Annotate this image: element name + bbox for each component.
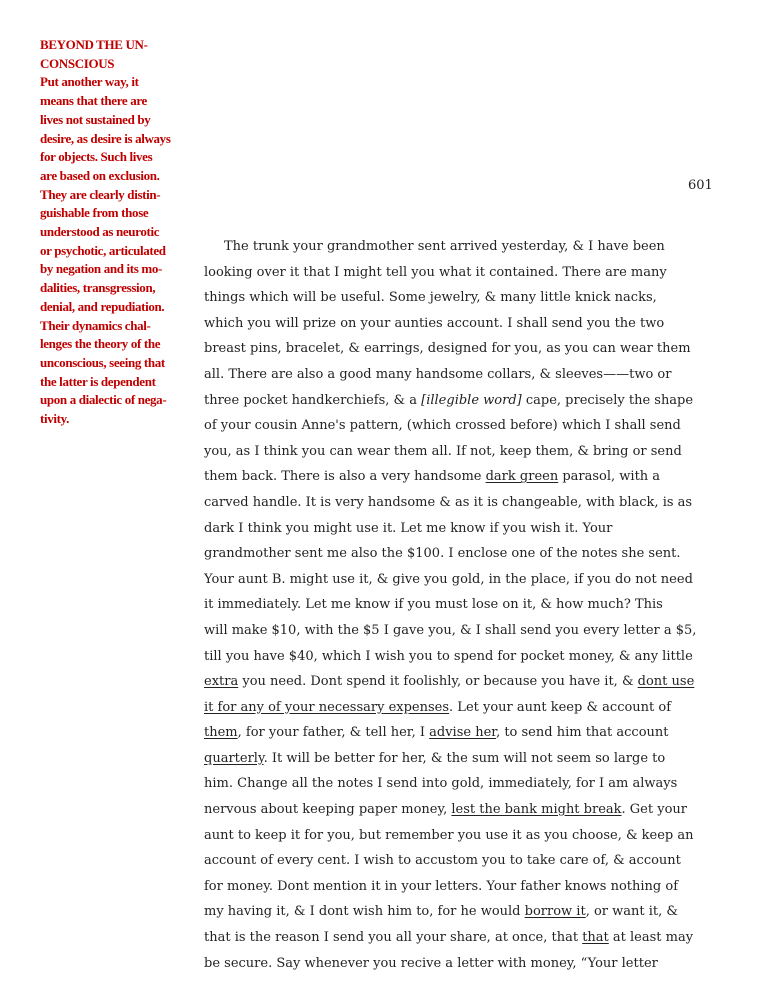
letter-text: my having it, & I dont wish him to, for he would (204, 904, 525, 920)
margin-note-line: guishable from those (40, 205, 149, 221)
letter-line: which you will prize on your aunties account. I shall send you the two (204, 315, 665, 331)
letter-line (204, 695, 744, 721)
letter-line: looking over it that I might tell you what it contained. There are many (204, 264, 667, 280)
letter-text: parasol, with a (558, 469, 661, 485)
letter-line: it immediately. Let me know if you must lose on it, & how much? This (204, 597, 663, 613)
underlined-text: dont use (637, 674, 695, 690)
letter-line (204, 388, 744, 414)
letter-text: . It will be better for her, & the sum will not seem so large to (263, 750, 666, 766)
margin-note-line: are based on exclusion. (40, 167, 160, 183)
margin-note-heading: CONSCIOUS (40, 55, 115, 71)
letter-line: till you have $40, which I wish you to spend for pocket money, & any little (204, 648, 693, 664)
letter-line (204, 925, 744, 951)
letter-text: cape, precisely the shape (521, 392, 694, 408)
letter-line: all. There are also a good many handsome collars, & sleeves——two or (204, 366, 672, 382)
letter-line: Your aunt B. might use it, & give you gold, in the place, if you do not need (204, 571, 693, 587)
letter-line: for money. Dont mention it in your letters. Your father knows nothing of (204, 878, 679, 894)
margin-note-line: Their dynamics chal- (40, 317, 151, 333)
margin-note-line: Put another way, it (40, 74, 139, 90)
margin-note-line: They are clearly distin- (40, 186, 161, 202)
letter-line: will make $10, with the $5 I gave you, & I shall send you every letter a $5, (204, 622, 697, 638)
margin-note-line: tivity. (40, 411, 69, 427)
letter-line: dark I think you might use it. Let me know if you wish it. Your (204, 520, 613, 536)
letter-line (204, 797, 744, 823)
letter-text: at least may (608, 930, 694, 946)
letter-line (204, 899, 744, 925)
underlined-text: lest the bank might break (451, 802, 622, 818)
margin-note-line: denial, and repudiation. (40, 298, 165, 314)
margin-note-line: by negation and its mo- (40, 261, 162, 277)
letter-line: The trunk your grandmother sent arrived yesterday, & I have been (224, 239, 665, 254)
margin-note-line: lives not sustained by (40, 111, 151, 127)
letter-line: things which will be useful. Some jewelry, & many little knick nacks, (204, 290, 657, 306)
letter-line: grandmother sent me also the $100. I enclose one of the notes she sent. (204, 546, 681, 562)
margin-note-line: the latter is dependent (40, 373, 156, 389)
letter-text: three pocket handkerchiefs, & a (204, 392, 422, 408)
margin-note (40, 36, 202, 429)
letter-line: aunt to keep it for you, but remember you use it as you choose, & keep an (204, 827, 694, 843)
margin-note-line: for objects. Such lives (40, 149, 153, 165)
underlined-text: them (204, 725, 238, 741)
margin-note-line: upon a dialectic of nega- (40, 392, 167, 408)
underlined-text: borrow it (524, 904, 586, 920)
letter-body (204, 234, 744, 976)
letter-text: nervous about keeping paper money, (204, 802, 452, 818)
underlined-text: dark green (485, 469, 559, 485)
underlined-text: advise her (429, 725, 497, 741)
letter-line: account of every cent. I wish to accustom you to take care of, & account (204, 853, 681, 869)
letter-line: him. Change all the notes I send into gold, immediately, for I am always (204, 776, 678, 792)
margin-note-line: unconscious, seeing that (40, 354, 165, 370)
letter-text: . Get your (621, 802, 687, 818)
margin-note-line: or psychotic, articulated (40, 242, 166, 258)
letter-line (204, 746, 744, 772)
letter-line (204, 669, 744, 695)
illegible-word-note: [illegible word] (421, 392, 522, 408)
margin-note-heading: BEYOND THE UN- (40, 37, 148, 52)
letter-line: breast pins, bracelet, & earrings, designed for you, as you can wear them (204, 341, 691, 357)
underlined-text: it for any of your necessary expenses (204, 699, 450, 715)
letter-line: be secure. Say whenever you recive a letter with money, “Your letter (204, 955, 658, 971)
underlined-text: quarterly (204, 750, 264, 766)
underlined-text: extra (204, 674, 239, 690)
page-number: 601 (688, 178, 713, 193)
margin-note-line: lenges the theory of the (40, 336, 161, 352)
letter-line (204, 464, 744, 490)
margin-note-line: means that there are (40, 93, 147, 109)
letter-text: , for your father, & tell her, I (237, 725, 430, 741)
margin-note-line: dalities, transgression, (40, 280, 156, 296)
letter-line: of your cousin Anne's pattern, (which crossed before) which I shall send (204, 418, 681, 434)
margin-note-line: desire, as desire is always (40, 130, 171, 146)
letter-text: you need. Dont spend it foolishly, or because you have it, & (238, 674, 638, 690)
letter-text: them back. There is also a very handsome (204, 469, 486, 485)
underlined-text: that (582, 930, 609, 946)
letter-text: , to send him that account (496, 725, 669, 741)
letter-line: carved handle. It is very handsome & as it is changeable, with black, is as (204, 494, 693, 510)
letter-text: . Let your aunt keep & account of (449, 699, 672, 715)
letter-text: that is the reason I send you all your share, at once, that (204, 930, 583, 946)
letter-line (204, 720, 744, 746)
margin-note-line: understood as neurotic (40, 224, 160, 240)
letter-text: , or want it, & (585, 904, 678, 920)
letter-line: you, as I think you can wear them all. If not, keep them, & bring or send (204, 443, 682, 459)
